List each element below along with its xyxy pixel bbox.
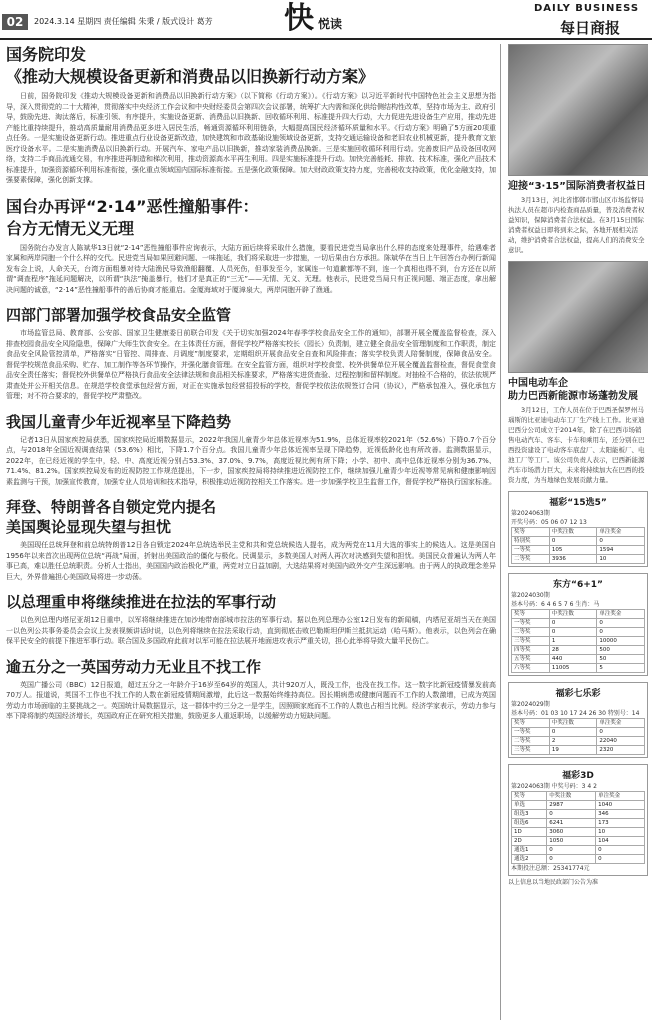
table-cell: 0 xyxy=(549,537,597,546)
table-cell: 22040 xyxy=(597,737,645,746)
table-cell: 一等奖 xyxy=(512,728,550,737)
table-cell: 19 xyxy=(549,746,597,755)
table-cell: 0 xyxy=(597,628,645,637)
article-5 xyxy=(6,497,496,582)
table-row xyxy=(512,546,645,555)
article-6 xyxy=(6,592,496,647)
table-row xyxy=(512,537,645,546)
table-cell: 1040 xyxy=(596,801,645,810)
table-cell: 二等奖 xyxy=(512,737,550,746)
section-logo: 快 xyxy=(284,1,314,36)
table-row xyxy=(512,837,645,846)
lottery-issue: 第2024063期 中奖号码：3 4 2 xyxy=(511,783,597,790)
section-name: 悦读 xyxy=(318,17,343,31)
table-cell: 五等奖 xyxy=(512,655,550,664)
table-row xyxy=(512,528,645,537)
table-cell: 500 xyxy=(597,646,645,655)
table-cell: 六等奖 xyxy=(512,664,550,673)
article-body: 以色列总理内塔尼亚胡12日重申，以军将继续推进在加沙地带南部城市拉法的军事行动。据以色列总理办公室12日发布的新闻稿，内塔尼亚胡当天在美国一以色列公共事务委员会会议上发表视频讲话时说，以色列将继续在拉法采取行动，直到彻底击败巴勒斯坦伊斯兰抵抗运动（哈马斯）。他表示，以色列会在确保平民安全的前提下推进军事行动。联合国及多国政府此前对以军可能在拉法展开地面进攻表示严重关切，担心此举将导致大量平民伤亡。 xyxy=(6,616,496,645)
table-cell: 中奖注数 xyxy=(549,719,597,728)
table-cell: 6241 xyxy=(547,819,596,828)
table-cell: 中奖注数 xyxy=(549,528,597,537)
lottery-table xyxy=(511,527,645,564)
table-cell: 单注奖金 xyxy=(597,528,645,537)
article-1 xyxy=(6,44,496,186)
table-cell: 104 xyxy=(596,837,645,846)
table-row xyxy=(512,610,645,619)
table-cell: 0 xyxy=(596,846,645,855)
table-cell: 0 xyxy=(547,855,596,864)
lottery-issue: 第2024030期 xyxy=(511,592,550,599)
page-header xyxy=(0,0,652,38)
table-cell: 奖等 xyxy=(512,719,550,728)
lottery-box xyxy=(508,764,648,876)
paper-name-en: DAILY BUSINESS xyxy=(534,3,640,14)
table-row xyxy=(512,619,645,628)
lottery-title: 福彩3D xyxy=(562,771,594,781)
table-row xyxy=(512,637,645,646)
table-cell: 0 xyxy=(597,537,645,546)
article-body: 英国广播公司（BBC）12日报道，超过五分之一年龄介于16岁至64岁的英国人，共计920万人，既没工作，也没在找工作。这一数字比新冠疫情暴发前高70万人。报道说，英国不工作也不找工作的人数在新冠疫情期间激增，此后这一数据始终维持高位。因长期病患或健康问题而不工作的人数激增，已成为英国劳动力市场面临的主要挑战之一。英国统计局数据显示，这一群体中约三分之一是学生，因照顾家庭而不工作的人数也占相当比例。经济学家表示，劳动力参与率下降将制约英国经济增长，英国政府正在研究相关措施，鼓励更多人重返职场，以缓解劳动力短缺问题。 xyxy=(6,680,496,720)
table-cell: 0 xyxy=(547,810,596,819)
table-cell: 组选6 xyxy=(512,819,547,828)
table-row xyxy=(512,846,645,855)
table-cell: 11005 xyxy=(549,664,597,673)
page-number: 02 xyxy=(2,14,28,30)
table-row xyxy=(512,628,645,637)
table-cell: 特别奖 xyxy=(512,537,550,546)
table-row xyxy=(512,719,645,728)
news-photo xyxy=(508,44,648,176)
photo-title: 迎接“3·15”国际消费者权益日 xyxy=(508,181,646,192)
column-divider xyxy=(500,44,501,1020)
header-rule xyxy=(0,38,652,40)
table-row xyxy=(512,664,645,673)
table-cell: 10 xyxy=(596,828,645,837)
table-cell: 0 xyxy=(547,846,596,855)
table-cell: 3060 xyxy=(547,828,596,837)
table-cell: 0 xyxy=(597,619,645,628)
paper-name-cn: 每日商报 xyxy=(560,19,621,37)
table-cell: 5 xyxy=(597,664,645,673)
side-column xyxy=(508,44,648,1022)
table-cell: 2987 xyxy=(547,801,596,810)
table-row xyxy=(512,646,645,655)
lottery-footer: 本期投注总额：25341774元 xyxy=(511,865,590,872)
table-cell: 奖等 xyxy=(512,610,550,619)
article-body: 国务院台办发言人陈斌华13日就“2·14”恶性撞船事件应询表示，大陆方面后续将采取什么措施，要看民进党当局拿出什么样的态度来处理事件，给遇难者家属和两岸同胞一个什么样的交代。民进党当局如果回避问题、一味拖延，我们将采取进一步措施，一切后果由台方承担。陈斌华在当日上午回答台办例行新闻发布会上说，人命关天，台湾方面粗暴对待大陆渔民导致渔船翻覆、人员死伤，但事发至今，家属连一句道歉都等不到，连一个真相也得不到，台方还在以所谓“调查程序”拖延问题解决，以所谓“执法”掩盖暴行，他们才是真正的“三无”——无情、无义、无理。他表示，民进党当局只有正视问题、端正态度，拿出解决问题的诚意，“2·14”恶性撞船事件的善后协商才能重启。金厦海域对于厦漳泉大，两岸同胞开辟了渔通。 xyxy=(6,243,496,294)
table-row xyxy=(512,655,645,664)
lottery-title: 福彩“15选5” xyxy=(549,498,607,508)
table-cell: 二等奖 xyxy=(512,555,550,564)
article-4 xyxy=(6,412,496,488)
table-cell: 0 xyxy=(597,728,645,737)
table-cell: 通选1 xyxy=(512,846,547,855)
table-cell: 单注奖金 xyxy=(597,610,645,619)
photo-title: 中国电动车企 助力巴西新能源市场蓬勃发展 xyxy=(508,378,638,402)
table-cell: 3936 xyxy=(549,555,597,564)
lottery-numbers: 开奖号码：05 06 07 12 13 xyxy=(511,519,587,526)
table-cell: 一等奖 xyxy=(512,619,550,628)
table-row xyxy=(512,855,645,864)
table-row xyxy=(512,792,645,801)
table-cell: 四等奖 xyxy=(512,646,550,655)
lottery-note: 以上信息以当地民政部门公告为准 xyxy=(508,879,599,886)
article-title: 国台办再评“2·14”恶性撞船事件： 台方无情无义无理 xyxy=(6,196,259,238)
table-cell: 一等奖 xyxy=(512,546,550,555)
table-cell: 三等奖 xyxy=(512,746,550,755)
table-row xyxy=(512,819,645,828)
article-body: 美国现任总统拜登和前总统特朗普12日各自锁定2024年总统选举民主党和共和党总统候选人提名，成为两党在11月大选的事实上的候选人。这是美国自1956年以来首次出现两位总统“再战”局面，折射出美国政治的僵化与极化。民调显示，多数美国人对两人再次对决感到失望和担忧。美国民众普遍认为两人年事已高，难以胜任总统职责。分析人士指出，美国国内政治极化严重，两党对立日益加剧，大选结果将对美国内政外交产生深远影响。由于两人的执政理念差异巨大，外界普遍担心美国政局将进一步动荡。 xyxy=(6,541,496,581)
table-row xyxy=(512,801,645,810)
table-cell: 2 xyxy=(549,737,597,746)
article-body: 日前，国务院印发《推动大规模设备更新和消费品以旧换新行动方案》（以下简称《行动方案》）。《行动方案》以习近平新时代中国特色社会主义思想为指导，深入贯彻党的二十大精神，贯彻落实中央经济工作会议和中央财经委员会第四次会议部署，统筹扩大内需和深化供给侧结构性改革，坚持市场为主、政府引导，鼓励先进、淘汰落后，标准引领、有序提升，实施设备更新、消费品以旧换新、回收循环利用、标准提升四大行动，大力促进先进设备生产应用，推动先进产能比重持续提升，推动高质量耐用消费品更多进入居民生活，畅通资源循环利用链条，大幅提高国民经济循环质量和水平。《行动方案》明确了5方面20项重点任务。一是实施设备更新行动。推进重点行业设备更新改造，加快建筑和市政基础设施领域设备更新，支持交通运输设备和老旧农业机械更新，提升教育文旅医疗设备水平。二是实施消费品以旧换新行动。开展汽车、家电产品以旧换新，推动家装消费品换新。三是实施回收循环利用行动。完善废旧产品设备回收网络，支持二手商品流通交易，有序推进再制造和梯次利用，推动资源高水平再生利用。四是实施标准提升行动。加快完善能耗、排放、技术标准，强化产品技术标准提升，加强资源循环利用标准衔接，强化重点领域国内国际标准衔接。五是强化政策保障。加大财政政策支持力度，完善税收支持政策，优化金融支持，加强要素保障，强化创新支撑。 xyxy=(6,92,496,184)
table-cell: 50 xyxy=(597,655,645,664)
table-cell: 单选 xyxy=(512,801,547,810)
table-cell: 单注奖金 xyxy=(596,792,645,801)
table-cell: 173 xyxy=(596,819,645,828)
article-title: 以总理重申将继续推进在拉法的军事行动 xyxy=(6,593,277,611)
table-row xyxy=(512,746,645,755)
table-cell: 1D xyxy=(512,828,547,837)
table-cell: 0 xyxy=(549,628,597,637)
article-title: 四部门部署加强学校食品安全监管 xyxy=(6,306,232,324)
table-cell: 0 xyxy=(596,855,645,864)
lottery-box xyxy=(508,573,648,676)
lottery-numbers: 基本号码：6 4 6 5 7 6 生肖：马 xyxy=(511,601,600,608)
lottery-title: 福彩七乐彩 xyxy=(555,689,601,699)
article-title: 我国儿童青少年近视率呈下降趋势 xyxy=(6,412,232,431)
table-cell: 105 xyxy=(549,546,597,555)
article-7 xyxy=(6,657,496,722)
table-cell: 单注奖金 xyxy=(597,719,645,728)
table-cell: 440 xyxy=(549,655,597,664)
table-cell: 10 xyxy=(597,555,645,564)
table-cell: 中奖注数 xyxy=(547,792,596,801)
news-photo xyxy=(508,261,648,373)
table-row xyxy=(512,828,645,837)
article-body: 记者13日从国家疾控局获悉，国家疾控局近期数据显示，2022年我国儿童青少年总体近视率为51.9%，总体近视率较2021年（52.6%）下降0.7个百分点，与2018年全国近视调查结果（53.6%）相比，下降1.7个百分点。我国儿童青少年总体近视率呈现下降趋势，近视低龄化也有所改善。监测数据显示，2022年，在已经近视的学生中，轻、中、高度近视分别占53.3%、37.0%、9.7%，高度近视比例有所下降；小学、初中、高中总体近视率分别为36.7%、71.4%、81.2%。国家疾控局发布的近视防控工作规范提出，下一步，国家疾控局将持续推进近视防控工作，继续加强儿童青少年近视等常见病和健康影响因素监测与干预，加强宣传教育，加强专业人员培训和技术指导，积极推动近视防控相关工作落实。进一步加强学校卫生监督工作，督促学校严格执行国家标准。 xyxy=(6,435,496,486)
lottery-box xyxy=(508,491,648,567)
lottery-numbers: 基本号码：01 03 10 17 24 26 30 特别号：14 xyxy=(511,710,640,717)
lottery-box xyxy=(508,682,648,758)
table-row xyxy=(512,737,645,746)
table-cell: 1050 xyxy=(547,837,596,846)
table-cell: 1594 xyxy=(597,546,645,555)
table-row xyxy=(512,728,645,737)
table-row xyxy=(512,810,645,819)
table-cell: 346 xyxy=(596,810,645,819)
table-cell: 2320 xyxy=(597,746,645,755)
photo-caption: 3月13日，河北省邯郸市邯山区市场监督局执法人员在超市内检查商品质量，普及消费者权益知识，保障消费者合法权益。在3月15日国际消费者权益日即将到来之际，各地开展相关活动，维护消费者合法权益，提高人们的消费安全意识。 xyxy=(508,196,645,254)
article-title: 拜登、特朗普各自锁定党内提名 美国舆论显现失望与担忧 xyxy=(6,498,217,536)
article-body: 市场监管总局、教育部、公安部、国家卫生健康委日前联合印发《关于切实加强2024年春季学校食品安全工作的通知》，部署开展全覆盖监督检查，深入排查校园食品安全风险隐患，保障广大师生饮食安全。在主体责任方面，督促学校严格落实校长（园长）负责制，建立健全食品安全管理制度和工作职责，制定食品安全风险管控清单，严格落实“日管控、周排查、月调度”制度要求，定期组织开展食品安全自查和风险排查；落实学校负责人陪餐制度，保障食品安全。督促学校规范食品采购、贮存、加工制作等各环节操作，并强化膳食管理。在安全监管方面，组织对学校食堂、校外供餐单位开展全覆盖监督检查，督促食堂食品安全责任落实；督促校外供餐单位严格执行食品安全法律法规和食品相关标准要求，严格落实进货查验、过程控制和留样制度。对抽检不合格的，依法依规严肃查处并公开相关信息。在规范学校食堂承包经营方面，对正在实施承包经营招投标的学校，督促学校依法依规签订合同（协议），严格承包准入，强化承包方管理；对不符合要求的，督促学校严肃整改。 xyxy=(6,329,496,400)
article-title: 逾五分之一英国劳动力无业且不找工作 xyxy=(6,657,262,676)
table-row xyxy=(512,555,645,564)
table-cell: 二等奖 xyxy=(512,628,550,637)
table-cell: 10000 xyxy=(597,637,645,646)
table-cell: 2D xyxy=(512,837,547,846)
table-cell: 奖等 xyxy=(512,528,550,537)
article-3 xyxy=(6,305,496,402)
table-cell: 组选3 xyxy=(512,810,547,819)
edition-meta: 2024.3.14 星期四 责任编辑 朱秉 / 版式设计 葛芳 xyxy=(34,17,213,26)
main-column xyxy=(6,44,496,1022)
lottery-table xyxy=(511,791,645,864)
article-title: 国务院印发 《推动大规模设备更新和消费品以旧换新行动方案》 xyxy=(6,45,375,86)
table-cell: 0 xyxy=(549,728,597,737)
lottery-table xyxy=(511,718,645,755)
table-cell: 中奖注数 xyxy=(549,610,597,619)
table-cell: 0 xyxy=(549,619,597,628)
article-2 xyxy=(6,196,496,296)
photo-caption: 3月12日，工作人员在位于巴西圣保罗州马瑙斯的比亚迪电动车工厂生产线上工作。比亚迪巴西分公司成立于2014年，除了在巴西市场销售电动汽车、客车、卡车和乘用车，还分别在巴西投资建设了电动客车底盘厂、太阳能板厂、电池工厂等工厂。该公司负责人表示，巴西新能源汽车市场潜力巨大，未来将持续加大在巴西的投资力度，为当地绿色发展贡献力量。 xyxy=(508,406,645,484)
lottery-title: 东方“6+1” xyxy=(553,580,603,590)
table-cell: 奖等 xyxy=(512,792,547,801)
table-cell: 1 xyxy=(549,637,597,646)
lottery-issue: 第2024029期 xyxy=(511,701,550,708)
table-cell: 三等奖 xyxy=(512,637,550,646)
table-cell: 通选2 xyxy=(512,855,547,864)
table-cell: 28 xyxy=(549,646,597,655)
lottery-table xyxy=(511,609,645,673)
lottery-issue: 第2024063期 xyxy=(511,510,550,517)
